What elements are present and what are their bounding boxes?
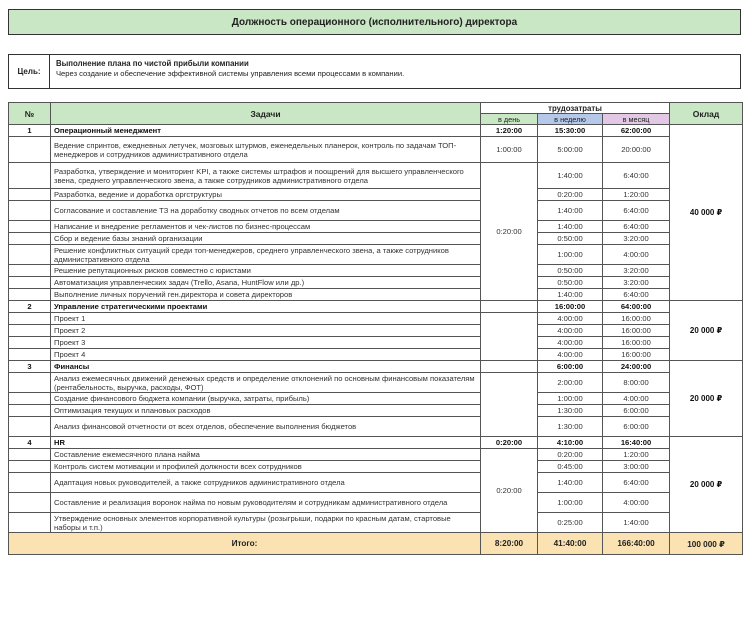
task-per-month: 16:00:00 [603,349,670,361]
task-per-month: 6:40:00 [603,221,670,233]
task-number-cell [9,493,51,513]
task-per-month: 6:00:00 [603,405,670,417]
task-row [9,473,743,493]
task-text: Ведение спринтов, ежедневных летучек, мозговых штурмов, еженедельных планерок, контроль по задачам ТОП-менеджеров и сотрудников административного отдела [51,137,481,163]
task-text: Проект 4 [51,349,481,361]
task-number-cell [9,189,51,201]
section-salary: 20 000 ₽ [670,437,743,533]
document-title: Должность операционного (исполнительного) директора [8,9,741,35]
task-row [9,163,743,189]
task-per-week: 1:30:00 [538,405,603,417]
task-text: Разработка, утверждение и мониторинг KPI, а также системы штрафов и поощрений для высшего управленческого звена, среднего управленческого звена, а также сотрудников административного отдела [51,163,481,189]
task-number-cell [9,137,51,163]
goal-box [8,54,741,89]
total-row [9,533,743,555]
tasks-table-body [9,125,743,555]
task-per-week: 5:00:00 [538,137,603,163]
task-number-cell [9,449,51,461]
task-number-cell [9,163,51,189]
section-name: Управление стратегическими проектами [51,301,481,313]
task-number-cell [9,277,51,289]
section-salary: 20 000 ₽ [670,361,743,437]
task-text: Утверждение основных элементов корпоративной культуры (розыгрыши, подарки по красным датам, стартовые наборы и т.п.) [51,513,481,533]
task-per-month: 16:00:00 [603,313,670,325]
task-text: Создание финансового бюджета компании (выручка, затраты, прибыль) [51,393,481,405]
task-number-cell [9,289,51,301]
section-per-month: 24:00:00 [603,361,670,373]
task-per-week: 1:40:00 [538,289,603,301]
section-salary: 40 000 ₽ [670,125,743,301]
goal-description: Через создание и обеспечение эффективной системы управления всеми процессами в компании. [56,69,405,78]
task-per-month: 4:00:00 [603,493,670,513]
task-text: Решение конфликтных ситуаций среди топ-менеджеров, среднего управленческого звена, а также сотрудников административного отдела [51,245,481,265]
task-row [9,513,743,533]
task-row [9,137,743,163]
task-per-month: 4:00:00 [603,245,670,265]
task-per-week: 0:50:00 [538,233,603,245]
task-row [9,349,743,361]
header-num: № [9,103,51,125]
task-per-week: 1:40:00 [538,473,603,493]
task-row [9,265,743,277]
task-row [9,233,743,245]
section-number: 1 [9,125,51,137]
section-row [9,125,743,137]
task-per-day: 1:00:00 [481,137,538,163]
task-row [9,373,743,393]
task-text: Разработка, ведение и доработка оргструктуры [51,189,481,201]
task-number-cell [9,373,51,393]
section-per-week: 6:00:00 [538,361,603,373]
total-per-month: 166:40:00 [603,533,670,555]
task-per-week: 4:00:00 [538,349,603,361]
section-per-day: 0:20:00 [481,437,538,449]
goal-label: Цель: [9,55,50,88]
task-number-cell [9,337,51,349]
goal-heading: Выполнение плана по чистой прибыли компании [56,59,249,68]
task-number-cell [9,461,51,473]
task-per-month: 1:40:00 [603,513,670,533]
section-salary: 20 000 ₽ [670,301,743,361]
task-per-week: 0:50:00 [538,277,603,289]
header-tasks: Задачи [51,103,481,125]
task-text: Согласование и составление ТЗ на доработку сводных отчетов по всем отделам [51,201,481,221]
task-per-week: 0:45:00 [538,461,603,473]
section-per-week: 4:10:00 [538,437,603,449]
task-number-cell [9,393,51,405]
task-text: Проект 3 [51,337,481,349]
task-row [9,277,743,289]
section-number: 2 [9,301,51,313]
task-per-month: 16:00:00 [603,337,670,349]
section-name: Финансы [51,361,481,373]
task-per-month: 8:00:00 [603,373,670,393]
task-per-month: 1:20:00 [603,449,670,461]
task-text: Контроль систем мотивации и профилей должности всех сотрудников [51,461,481,473]
task-per-week: 4:00:00 [538,313,603,325]
task-number-cell [9,201,51,221]
header-per-month: в месяц [603,114,670,125]
task-per-month: 1:20:00 [603,189,670,201]
total-per-day: 8:20:00 [481,533,538,555]
task-row [9,461,743,473]
task-row [9,449,743,461]
section-per-month: 62:00:00 [603,125,670,137]
task-per-day [481,313,538,361]
task-per-week: 1:40:00 [538,163,603,189]
tasks-table [8,102,743,555]
task-row [9,493,743,513]
task-per-week: 4:00:00 [538,325,603,337]
section-number: 4 [9,437,51,449]
task-row [9,405,743,417]
task-per-day: 0:20:00 [481,449,538,533]
section-name: HR [51,437,481,449]
task-per-month: 6:40:00 [603,473,670,493]
task-text: Решение репутационных рисков совместно с юристами [51,265,481,277]
task-text: Выполнение личных поручений ген.директора и совета директоров [51,289,481,301]
header-per-day: в день [481,114,538,125]
task-per-week: 1:40:00 [538,201,603,221]
task-text: Адаптация новых руководителей, а также сотрудников административного отдела [51,473,481,493]
task-per-month: 6:40:00 [603,201,670,221]
task-number-cell [9,245,51,265]
task-number-cell [9,513,51,533]
task-text: Проект 1 [51,313,481,325]
task-text: Составление ежемесячного плана найма [51,449,481,461]
task-text: Анализ финансовой отчетности от всех отделов, обеспечение выполнения бюджетов [51,417,481,437]
section-per-week: 15:30:00 [538,125,603,137]
section-per-month: 64:00:00 [603,301,670,313]
task-per-week: 1:00:00 [538,493,603,513]
total-salary: 100 000 ₽ [670,533,743,555]
total-per-week: 41:40:00 [538,533,603,555]
section-per-day: 1:20:00 [481,125,538,137]
task-per-week: 0:50:00 [538,265,603,277]
section-per-week: 16:00:00 [538,301,603,313]
task-number-cell [9,417,51,437]
task-per-day: 0:20:00 [481,163,538,301]
task-per-week: 0:25:00 [538,513,603,533]
section-number: 3 [9,361,51,373]
task-number-cell [9,265,51,277]
section-row [9,437,743,449]
task-row [9,189,743,201]
section-name: Операционный менеджмент [51,125,481,137]
task-per-month: 3:20:00 [603,233,670,245]
task-number-cell [9,221,51,233]
task-per-month: 3:00:00 [603,461,670,473]
task-per-week: 0:20:00 [538,189,603,201]
task-row [9,245,743,265]
header-salary: Оклад [670,103,743,125]
task-per-month: 6:40:00 [603,289,670,301]
task-row [9,313,743,325]
task-per-month: 3:20:00 [603,277,670,289]
task-per-month: 6:00:00 [603,417,670,437]
task-text: Написание и внедрение регламентов и чек-листов по бизнес-процессам [51,221,481,233]
task-row [9,221,743,233]
task-text: Оптимизация текущих и плановых расходов [51,405,481,417]
task-per-month: 20:00:00 [603,137,670,163]
section-per-day [481,301,538,313]
task-text: Сбор и ведение базы знаний организации [51,233,481,245]
task-row [9,325,743,337]
task-per-month: 3:20:00 [603,265,670,277]
task-per-week: 2:00:00 [538,373,603,393]
section-row [9,301,743,313]
task-per-month: 16:00:00 [603,325,670,337]
section-per-day [481,361,538,373]
task-row [9,201,743,221]
task-number-cell [9,325,51,337]
task-per-week: 1:00:00 [538,393,603,405]
task-per-week: 4:00:00 [538,337,603,349]
task-row [9,289,743,301]
task-number-cell [9,405,51,417]
task-row [9,393,743,405]
section-per-month: 16:40:00 [603,437,670,449]
header-per-week: в неделю [538,114,603,125]
task-row [9,417,743,437]
task-number-cell [9,233,51,245]
task-text: Автоматизация управленческих задач (Trello, Asana, HuntFlow или др.) [51,277,481,289]
task-per-month: 4:00:00 [603,393,670,405]
task-per-day [481,373,538,437]
task-per-month: 6:40:00 [603,163,670,189]
total-label: Итого: [9,533,481,555]
task-row [9,337,743,349]
task-text: Анализ ежемесячных движений денежных средств и определение отклонений по основным финансовым показателям (рентабельность, выручка, расходы, ФОТ) [51,373,481,393]
task-number-cell [9,349,51,361]
task-number-cell [9,473,51,493]
section-row [9,361,743,373]
task-per-week: 1:00:00 [538,245,603,265]
goal-text [50,55,410,88]
task-per-week: 1:40:00 [538,221,603,233]
header-labor: трудозатраты [481,103,670,114]
task-per-week: 0:20:00 [538,449,603,461]
task-per-week: 1:30:00 [538,417,603,437]
task-text: Составление и реализация воронок найма по новым руководителям и сотрудникам административного отдела [51,493,481,513]
task-number-cell [9,313,51,325]
task-text: Проект 2 [51,325,481,337]
